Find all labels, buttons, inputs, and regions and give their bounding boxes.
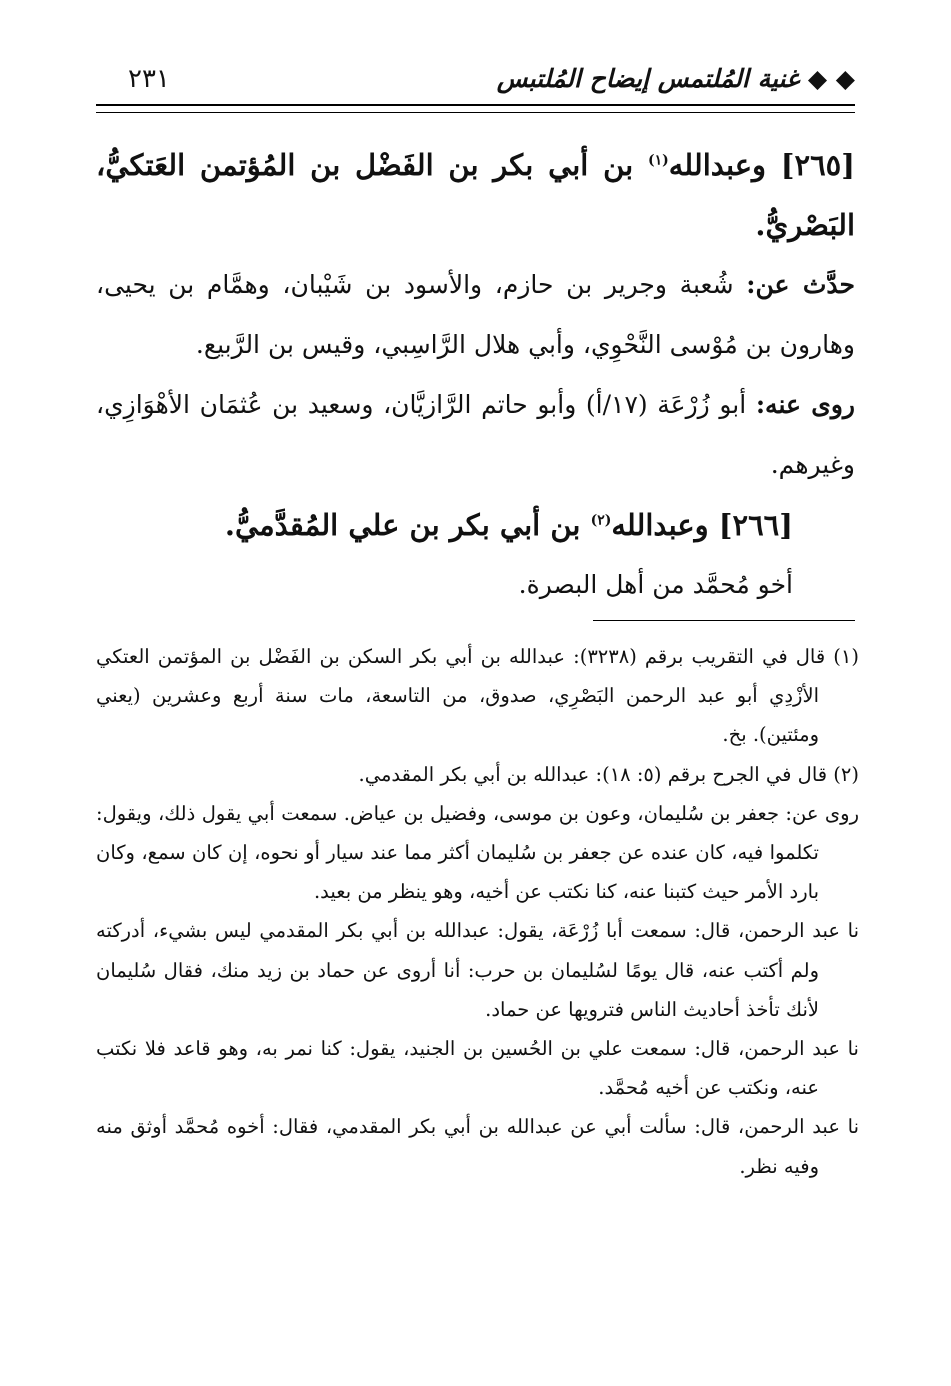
narrated-from-paragraph: [96, 255, 855, 375]
entry-266-heading: [96, 495, 855, 555]
narrated-by-line2: الأهْوَازِي، وغيرهم.: [96, 390, 855, 479]
entry-name: وعبدالله: [611, 508, 709, 542]
narrated-by-paragraph: [96, 375, 855, 495]
narrated-by-label: روى عنه:: [755, 390, 855, 419]
narrated-from-label: حدَّث عن:: [746, 270, 855, 299]
entry-265-heading: [96, 135, 855, 255]
footnote-marker: (٢): [590, 512, 612, 529]
entry-name-rest: بن أبي بكر بن علي المُقدَّميُّ.: [224, 508, 581, 542]
main-text: [96, 135, 855, 615]
narrated-from-line1: شُعبة وجرير بن حازم، والأسود بن شَيْبان، وهمَّام بن يحيى،: [96, 270, 734, 299]
footnote-paragraph: نا عبد الرحمن، قال: سألت أبي عن عبدالله بن أبي بكر المقدمي، فقال: أخوه مُحمَّد أوثق منه وفيه نظر.: [96, 1115, 859, 1178]
entry-name-rest: بن أبي بكر بن الفَضْل بن المُؤتمن العَتكيُّ،: [96, 148, 634, 182]
page-number: ٢٣١: [128, 64, 170, 94]
footnote-separator: [593, 620, 855, 621]
header-rule: [96, 104, 855, 106]
narrated-from-line2: وهارون بن مُوْسى النَّحْوِي، وأبي هلال الرَّاسِبي، وقيس بن الرَّبيع.: [195, 330, 855, 359]
entry-number: [٢٦٦]: [718, 508, 793, 542]
footnotes: [96, 637, 859, 1186]
footnote-paragraph: نا عبد الرحمن، قال: سمعت علي بن الحُسين بن الجنيد، يقول: كنا نمر به، وهو قاعد فلا نكتب عنه، ونكتب عن أخيه مُحمَّد.: [96, 1037, 859, 1100]
entry-number: [٢٦٥]: [780, 148, 855, 182]
footnote-paragraph: نا عبد الرحمن، قال: سمعت أبا زُرْعَة، يقول: عبدالله بن أبي بكر المقدمي ليس بشيء، أدركته ولم أكتب عنه، قال يومًا لسُليمان بن حرب: أنا أروى عن حماد بن زيد منك، فقال سُليمان لأنك تأخذ أحاديث الناس فترويها عن حماد.: [96, 919, 859, 1021]
footnote-1: (١) قال في التقريب برقم (٣٢٣٨): عبدالله بن أبي بكر السكن بن الفَضْل بن المؤتمن العتكي الأزْدِي أبو عبد الرحمن البَصْرِي، صدوق، من التاسعة، مات سنة أربع وعشرين (يعني ومئتين). بخ.: [96, 645, 859, 747]
footnote-2: (٢) قال في الجرح برقم (٥: ١٨): عبدالله بن أبي بكر المقدمي.: [358, 762, 859, 786]
entry-name-line2: البَصْريُّ.: [755, 208, 855, 242]
narrated-by-line1: أبو زُرْعَة (١٧/أ) وأبو حاتم الرَّازيَّان، وسعيد بن عُثمَان: [199, 390, 747, 419]
header-rule-thin: [96, 112, 855, 113]
header-title: ◆ ◆ غنية المُلتمس إيضاح المُلتبس: [496, 64, 855, 93]
footnote-marker: (١): [647, 152, 669, 169]
entry-266-description: أخو مُحمَّد من أهل البصرة.: [518, 570, 793, 599]
footnote-paragraph: روى عن: جعفر بن سُليمان، وعون بن موسى، وفضيل بن عياض. سمعت أبي يقول ذلك، ويقول: تكلموا فيه، كان عنده عن جعفر بن سُليمان أكثر مما عند سيار أو نحوه، إن كان سمع، وكان بارد الأمر حيث كتبنا عنه، كنا نكتب عن أخيه، وهو ينظر من بعيد.: [96, 801, 859, 904]
running-header: [96, 64, 855, 104]
entry-name: وعبدالله: [668, 148, 767, 182]
